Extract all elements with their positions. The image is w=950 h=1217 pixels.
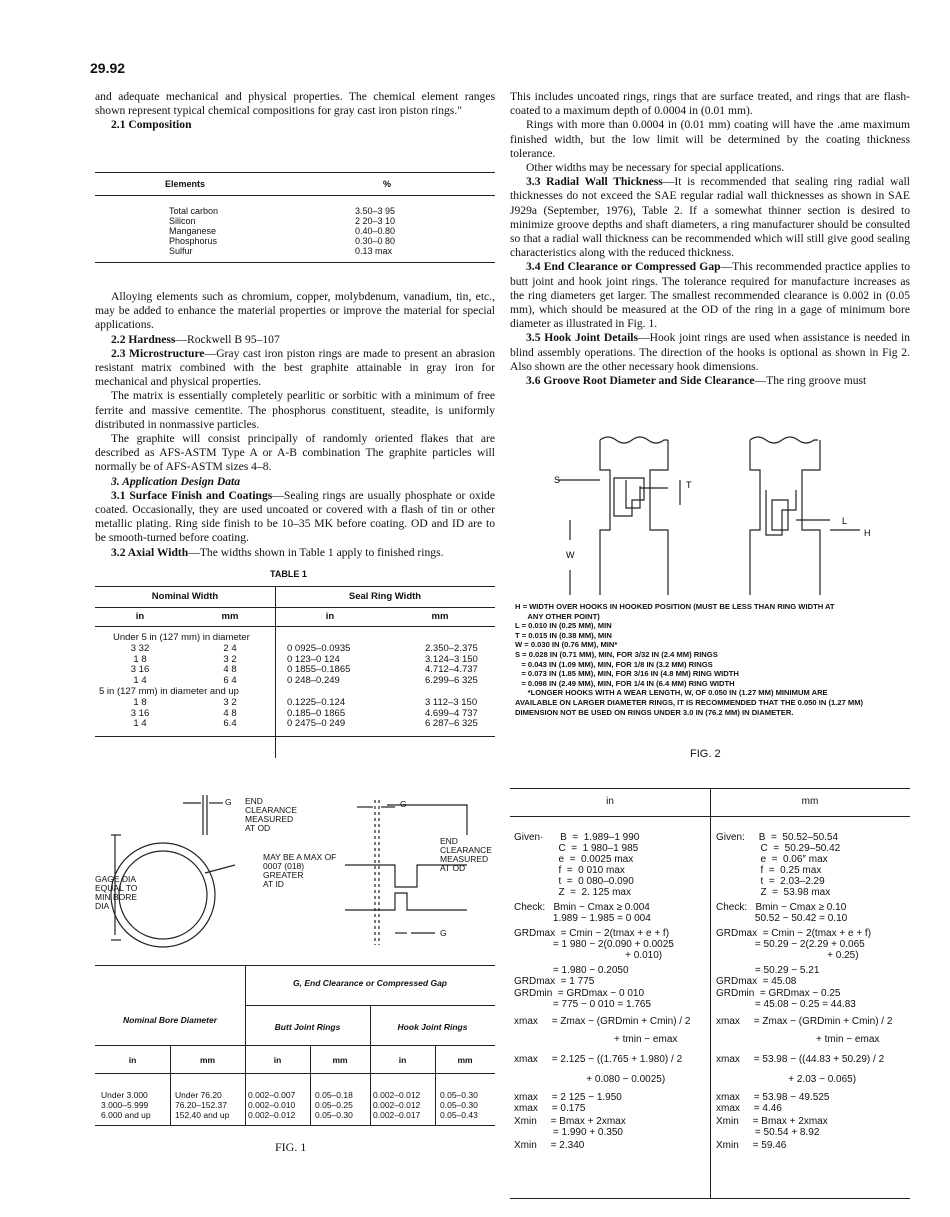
legend-line: = 0.073 IN (1.85 MM), MIN, FOR 3/16 IN (4.8 MM) RING WIDTH [515,669,739,679]
table-rule [95,736,495,737]
radial-text: —It is recommended that sealing ring radial wall thicknesses do not exceed the SAE regular radial wall thicknesses as shown in SAE J929a (September, 1976), Table 2. If a somewhat thinner section is desired to minimize groove depths and shaft diameters, a ring manufacturer should be consulted so that a radial wall thickness can be recommended which will still give good sealing characteristics along with the reduced thickness. [510,175,910,260]
table-divider [245,965,246,1125]
fig1-caption: FIG. 1 [275,1140,307,1154]
cell: 0 123–0 124 [287,653,340,665]
formula-line: = 50.29 − 2(2.29 + 0.065 [716,939,865,950]
formula-line: GRDmax = 1 775 [514,976,595,987]
formula-line: Xmin = Bmax + 2xmax [716,1116,828,1127]
cell: Under 3.000 [101,1090,148,1100]
formula-line: xmax = Zmax − (GRDmin + Cmin) / 2 [514,1016,691,1027]
formula-line: + tmin − emax [514,1034,678,1045]
cell: 0.002–0.010 [248,1100,296,1110]
butt-joint-header: Butt Joint Rings [274,1022,341,1032]
legend-line: *LONGER HOOKS WITH A WEAR LENGTH, W, OF 0.050 IN (1.27 MM) MINIMUM ARE [515,688,828,698]
composition-table [95,172,495,263]
element-percent: 2 20–3 10 [355,216,396,226]
unit-in: in [273,1055,282,1065]
formula-line: C = 1 980–1 985 [514,843,639,854]
cell: 0.05–0.30 [440,1090,478,1100]
formula-line: = 50.54 + 8.92 [716,1127,820,1138]
fig1-label-g: G [225,797,232,807]
formula-line: + tmin − emax [716,1034,880,1045]
unit-in: in [135,611,145,622]
table-rule [95,965,495,966]
fig1-diagram [95,795,505,955]
formula-line: = 1.980 − 0.2050 [514,965,629,976]
fig2-hook-joint-diagram [540,430,900,600]
cell: 4.712–4.737 [425,664,478,676]
formula-line: t = 0 080–0.090 [514,876,634,887]
radial-paragraph [510,175,910,260]
formula-line: Xmin = 59.46 [716,1140,787,1151]
cell: 76.20–152.37 [175,1100,227,1110]
hook-joint-text: —Hook joint rings are used when assistance is needed in blind assembly operations. The direction of the hooks is optional as shown in Fig 2. Also shown are the other necessary hook dimensions. [510,331,910,373]
axial-heading: 3.2 Axial Width [111,545,189,559]
formula-line: e = 0.06″ max [716,854,828,865]
formula-line: f = 0 010 max [514,865,625,876]
axial-text: —The widths shown in Table 1 apply to finished rings. [188,545,444,559]
hardness-heading: 2.2 Hardness [111,332,176,346]
cell: 0.002–0.007 [248,1090,296,1100]
cell: 0 0925–0.0935 [287,642,351,654]
groove-paragraph [510,374,910,388]
header-percent: % [383,179,392,189]
cell: 6.4 [223,718,237,730]
formula-line: Given· B = 1.989–1 990 [514,832,640,843]
formula-line: xmax = 0.175 [514,1103,586,1114]
diagram-label-h: H [864,528,871,538]
cell: 1 4 [133,718,147,730]
cell: 0.05–0.25 [315,1100,353,1110]
right-column-body [510,90,910,388]
cell: 0 248–0.249 [287,675,340,687]
cell: 6 4 [223,675,237,687]
table1-section-label: Under 5 in (127 mm) in diameter [113,632,250,643]
cell: 3 32 [130,642,150,654]
hardness-paragraph [95,333,495,347]
formula-line: GRDmax = Cmin − 2(tmax + e + f) [514,928,670,939]
fig1-label-gage-dia: GAGE DIA EQUAL TO MIN BORE DIA [95,874,138,911]
end-clearance-heading: 3.4 End Clearance or Compressed Gap [526,260,721,274]
table-rule [95,1125,495,1126]
diagram-label-t: T [686,480,692,490]
cell: 4.699–4 737 [425,707,478,719]
element-name: Manganese [169,226,217,236]
coating-paragraph-2: Rings with more than 0.0004 in (0.01 mm) coating will have the .ame maximum finished width, but the low limit will be determined by the coating thickness tolerance. [510,118,910,160]
composition-body [95,196,495,262]
unit-in: in [325,611,335,622]
page-number: 29.92 [90,60,126,76]
cell: 2.350–2.375 [425,642,478,654]
formula-line: Given: B = 50.52–50.54 [716,832,839,843]
formula-line: Check: Bmin − Cmax ≥ 0.10 [716,902,847,913]
cell: 0.05–0.43 [440,1110,478,1120]
element-percent: 0.40–0.80 [355,226,396,236]
unit-in: in [398,1055,407,1065]
end-clearance-text: —This recommended practice applies to butt joint and hook joint rings. The tolerance required for manufacture increases as the ring diameters get larger. The smallest recommended clearance is 0.002 in (0.05 mm), which should be measured at the OD of the ring in a gage of minimum bore diameter as illustrated in Fig. 1. [510,260,910,331]
left-column-body [95,290,495,560]
cell: 3.124–3 150 [425,653,478,665]
cell: 0.05–0.18 [315,1090,353,1100]
formula-line: + 0.010) [514,950,663,961]
surface-paragraph [95,489,495,546]
table-divider [275,586,276,758]
cell: 0.002–0.012 [248,1110,296,1120]
formula-line: = 775 − 0 010 = 1.765 [514,999,652,1010]
element-percent: 0.30–0 80 [355,236,396,246]
composition-heading: 2.1 Composition [111,118,192,132]
axial-paragraph [95,546,495,560]
table-row [95,698,495,709]
formula-line: Xmin = 2.340 [514,1140,585,1151]
element-name: Phosphorus [169,236,218,246]
cell: 1 4 [133,675,147,687]
formula-line: = 1.990 + 0.350 [514,1127,623,1138]
formula-line: xmax = 2.125 − ((1.765 + 1.980) / 2 [514,1054,683,1065]
legend-line: DIMENSION NOT BE USED ON RINGS UNDER 3.0 IN (76.2 MM) IN DIAMETER. [515,707,794,717]
cell: 4 8 [223,707,237,719]
legend-line: L = 0.010 IN (0.25 MM), MIN [515,621,612,631]
graphite-paragraph: The graphite will consist principally of randomly oriented flakes that are described as AFS-ASTM Type A or A-B combination The graphite particles will normally be of AFS-ASTM sizes 4–8. [95,432,495,474]
cell: 152.40 and up [175,1110,230,1120]
hook-joint-header: Hook Joint Rings [397,1022,468,1032]
formula-line: 1.989 − 1.985 = 0 004 [514,913,651,924]
mm-header: mm [801,796,819,807]
unit-mm: mm [332,1055,348,1065]
cell: 6.299–6 325 [425,675,478,687]
unit-mm: mm [431,611,449,622]
element-name: Sulfur [169,246,193,256]
formula-line: t = 2.03–2.29 [716,876,825,887]
section-3-title: 3. Application Design Data [111,474,241,488]
fig1-label-end-clearance-right: END CLEARANCE MEASURED AT OD [440,836,492,873]
formula-line: xmax = 4.46 [716,1103,782,1114]
table-divider [710,788,711,1198]
cell: 4 8 [223,664,237,676]
table1 [95,586,495,737]
composition-header [95,173,495,195]
table-rule [510,1198,910,1199]
legend-line: ANY OTHER POINT) [515,611,600,621]
cell: 0.002–0.012 [373,1090,421,1100]
cell: 3 2 [223,696,237,708]
legend-line: W = 0.030 IN (0.76 MM), MIN* [515,640,618,650]
cell: 0.05–0.30 [440,1100,478,1110]
cell: Under 76.20 [175,1090,222,1100]
formula-line: xmax = 2 125 − 1.950 [514,1092,622,1103]
cell: 0.1225–0.124 [287,696,346,708]
cell: 6.000 and up [101,1110,151,1120]
cell: 0 2475–0 249 [287,718,346,730]
hook-joint-heading: 3.5 Hook Joint Details [526,331,639,345]
cell: 3.000–5.999 [101,1100,149,1110]
formula-line: GRDmin = GRDmax − 0 010 [514,988,645,999]
formula-line: 50.52 − 50.42 = 0.10 [716,913,848,924]
diagram-label-s: S [554,475,561,485]
groove-text: —The ring groove must [754,374,867,388]
cell: 3 112–3 150 [425,696,478,708]
formula-line: + 0.080 − 0.0025) [514,1074,666,1085]
table-rule [95,262,495,263]
diagram-label-w: W [566,550,575,560]
hardness-text: —Rockwell B 95–107 [175,332,280,346]
legend-line: H = WIDTH OVER HOOKS IN HOOKED POSITION (MUST BE LESS THAN RING WIDTH AT [515,602,835,611]
cell: 0.002–0.017 [373,1110,421,1120]
unit-mm: mm [221,611,239,622]
formula-line: GRDmax = 45.08 [716,976,797,987]
legend-line: AVAILABLE ON LARGER DIAMETER RINGS, IT IS RECOMMENDED THAT THE 0.050 IN (1.27 MM) [515,697,864,707]
formula-line: xmax = 53.98 − ((44.83 + 50.29) / 2 [716,1054,885,1065]
unit-mm: mm [199,1055,216,1065]
left-column-intro [95,90,495,133]
unit-mm: mm [457,1055,473,1065]
fig1-label-g-bottom: G [440,928,447,938]
header-elements: Elements [165,179,206,189]
formula-line: = 50.29 − 5.21 [716,965,820,976]
table-row [95,644,495,655]
formula-line: Check: Bmin − Cmax ≥ 0.004 [514,902,650,913]
cell: 0.185–0 1865 [287,707,346,719]
fig1-label-max-note: MAY BE A MAX OF 0007 (018) GREATER AT ID [263,852,337,889]
other-widths-paragraph: Other widths may be necessary for special applications. [526,161,785,175]
fig1-label-end-clearance: END CLEARANCE MEASURED AT OD [245,796,297,833]
formula-line: f = 0.25 max [716,865,822,876]
formula-line: + 2.03 − 0.065) [716,1074,857,1085]
formula-line: GRDmax = Cmin − 2(tmax + e + f) [716,928,872,939]
section-3-heading [95,475,495,489]
surface-heading: 3.1 Surface Finish and Coatings [111,488,273,502]
table1-section-label: 5 in (127 mm) in diameter and up [99,685,239,697]
legend-line: = 0.098 IN (2.49 MM), MIN, FOR 1/4 IN (6.4 MM) RING WIDTH [515,678,735,688]
fig2-legend [515,602,915,717]
formula-line: + 0.25) [716,950,859,961]
diagram-label-l: L [842,516,848,526]
fig1-label-g-right: G [400,799,407,809]
cell: 1 8 [133,696,147,708]
formula-line: Z = 2. 125 max [514,887,631,898]
unit-in: in [128,1055,137,1065]
cell: 3 2 [223,653,237,665]
formula-line: GRDmin = GRDmax − 0.25 [716,988,841,999]
nominal-width-header: Nominal Width [151,591,219,602]
groove-heading: 3.6 Groove Root Diameter and Side Clearance [526,374,755,388]
element-percent: 3.50–3 95 [355,206,396,216]
table1-sub-header [95,608,495,626]
cell: 2 4 [223,642,237,654]
legend-line: T = 0.015 IN (0.38 MM), MIN [515,630,612,640]
legend-line: = 0.043 IN (1.09 MM), MIN, FOR 1/8 IN (3.2 MM) RINGS [515,659,713,669]
table1-group-header [95,587,495,607]
hook-joint-paragraph [510,331,910,374]
in-header: in [606,796,614,807]
fig1-table [95,965,495,1165]
fig2-caption: FIG. 2 [690,748,721,760]
intro-paragraph: and adequate mechanical and physical properties. The chemical element ranges shown represent typical chemical compositions for gray cast iron piston rings." [95,90,495,118]
cell: 1 8 [133,653,147,665]
micro-paragraph [95,347,495,390]
surface-text: —Sealing rings are usually phosphate or oxide coated. Occasionally, they are used uncoated or covered with a flash of tin or other metallic plating. Ring side finish to be 10–35 MK before coating. OD and ID are to be smooth-turned before coating. [95,488,495,545]
element-percent: 0.13 max [355,246,393,256]
end-clearance-header: G, End Clearance or Compressed Gap [293,978,447,988]
formula-line: xmax = Zmax − (GRDmin + Cmin) / 2 [716,1016,893,1027]
coating-paragraph: This includes uncoated rings, rings that are surface treated, and rings that are flash-coated to a maximum depth of 0.0004 in (0.01 mm). [510,90,910,118]
matrix-paragraph: The matrix is essentially completely pearlitic or sorbitic with a minimum of free ferrite and massive cementite. The phosphorus constituent, steadite, is uniformly distributed in nonmassive particles. [95,389,495,431]
legend-line: S = 0.028 IN (0.71 MM), MIN, FOR 3/32 IN (2.4 MM) RINGS [515,649,718,659]
nominal-bore-header: Nominal Bore Diameter [123,1015,217,1025]
formula-line: Xmin = Bmax + 2xmax [514,1116,626,1127]
cell: 0.002–0.012 [373,1100,421,1110]
table1-title: TABLE 1 [270,569,307,579]
formula-line: xmax = 53.98 − 49.525 [716,1092,830,1103]
alloying-paragraph: Alloying elements such as chromium, copper, molybdenum, vanadium, tin, etc., may be added to enhance the material properties or improve the material for special applications. [95,290,495,332]
cell: 3 16 [130,664,150,676]
cell: 0.05–0.30 [315,1110,353,1120]
formula-line: Z = 53.98 max [716,887,831,898]
cell: 6 287–6 325 [425,718,478,730]
cell: 3 16 [130,707,150,719]
formula-line: = 1 980 − 2(0.090 + 0.0025 [514,939,674,950]
element-name: Total carbon [169,206,219,216]
formula-line: e = 0.0025 max [514,854,634,865]
micro-text: —Gray cast iron piston rings are made to present an abrasion resistant matrix combined with the best graphite attainable in gray iron for mechanical and physical properties. [95,346,496,389]
formula-line: C = 50.29–50.42 [716,843,841,854]
formula-line: = 45.08 − 0.25 = 44.83 [716,999,856,1010]
element-name: Silicon [169,216,196,226]
end-clearance-paragraph [510,260,910,331]
cell: 0 1855–0.1865 [287,664,351,676]
micro-heading: 2.3 Microstructure [111,346,205,360]
table-row [95,719,495,730]
fig2-formula-table [510,788,910,1200]
seal-ring-width-header: Seal Ring Width [348,591,422,602]
radial-heading: 3.3 Radial Wall Thickness [526,175,663,189]
